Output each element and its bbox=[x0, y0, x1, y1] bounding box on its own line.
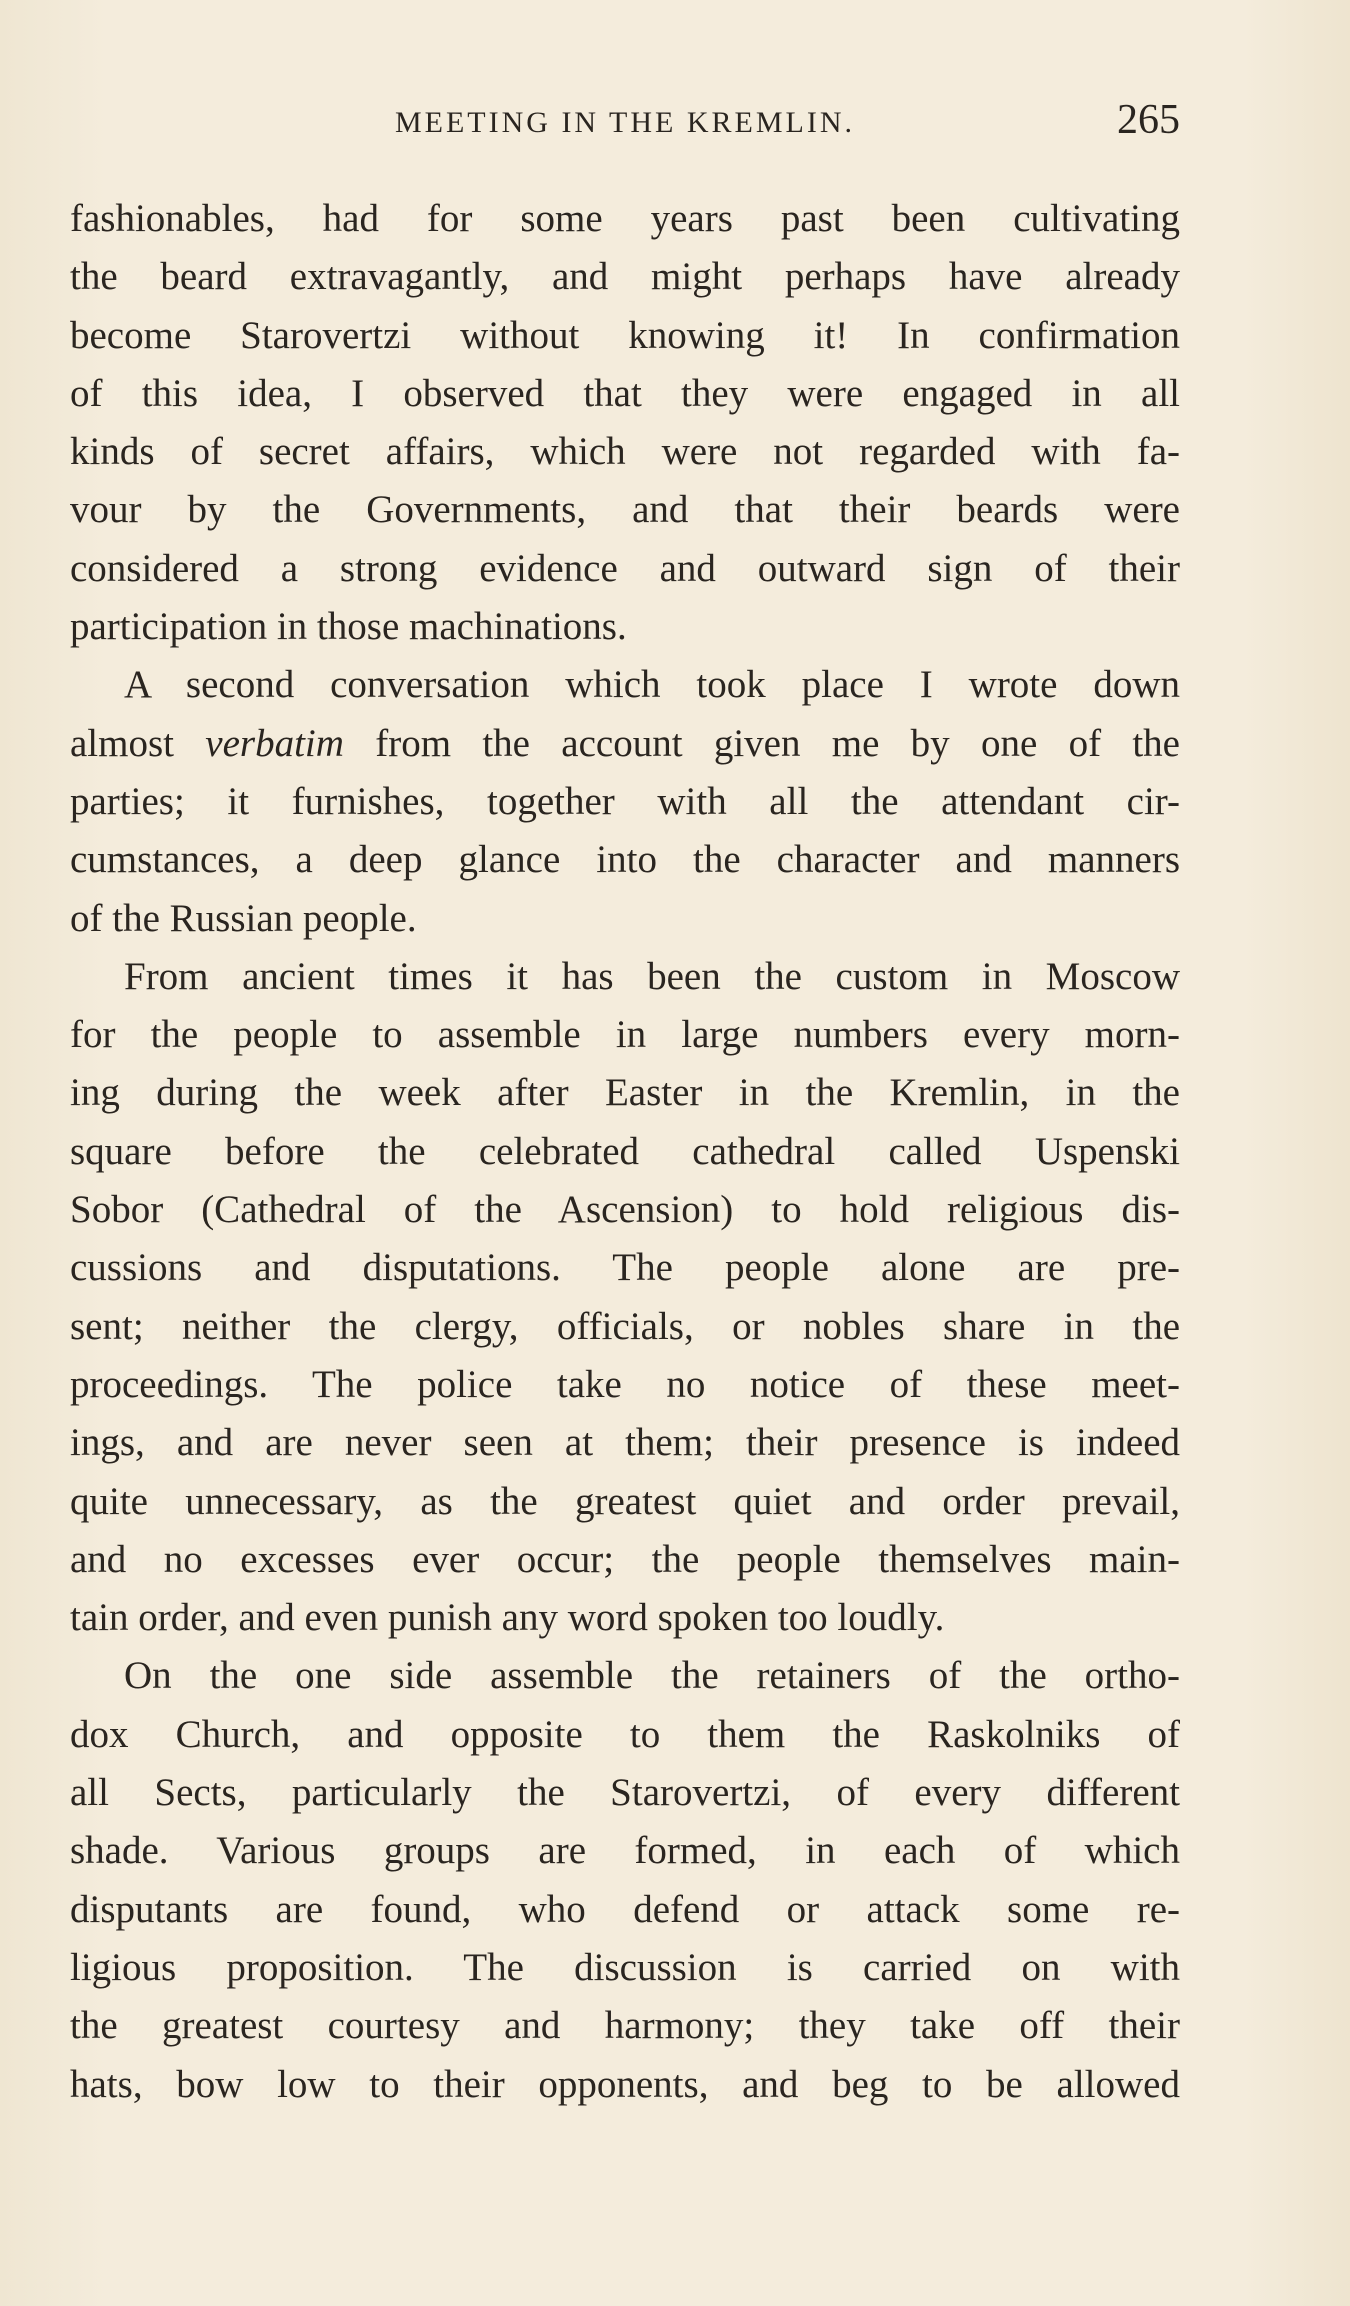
body-text bbox=[70, 190, 1180, 2114]
text-line: all Sects, particularly the Starovertzi, of every different bbox=[70, 1771, 1180, 1815]
text-line: ing during the week after Easter in the Kremlin, in the bbox=[70, 1071, 1180, 1115]
text-line: disputants are found, who defend or attack some re- bbox=[70, 1887, 1180, 1931]
text-line: the beard extravagantly, and might perhaps have already bbox=[70, 255, 1180, 299]
text-line: tain order, and even punish any word spoken too loudly. bbox=[70, 1596, 945, 1640]
text-line: fashionables, had for some years past been cultivating bbox=[70, 197, 1180, 240]
text-line: and no excesses ever occur; the people themselves main- bbox=[70, 1537, 1180, 1581]
text-line: ligious proposition. The discussion is carried on with bbox=[70, 1945, 1180, 1989]
text-line: almost verbatim from the account given me by one of the bbox=[70, 721, 1180, 765]
text-line: of this idea, I observed that they were engaged in all bbox=[70, 371, 1180, 415]
text-line: sent; neither the clergy, officials, or nobles share in the bbox=[70, 1304, 1180, 1348]
text-line: dox Church, and opposite to them the Raskolniks of bbox=[70, 1712, 1180, 1756]
text-line: quite unnecessary, as the greatest quiet and order prevail, bbox=[70, 1479, 1180, 1523]
text-line: parties; it furnishes, together with all the attendant cir- bbox=[70, 779, 1180, 823]
text-line: kinds of secret affairs, which were not regarded with fa- bbox=[70, 430, 1180, 474]
text-line: vour by the Governments, and that their beards were bbox=[70, 488, 1180, 532]
text-line: hats, bow low to their opponents, and beg to be allowed bbox=[70, 2062, 1180, 2106]
text-line: considered a strong evidence and outward sign of their bbox=[70, 546, 1180, 590]
text-line: cumstances, a deep glance into the character and manners bbox=[70, 838, 1180, 882]
page-number: 265 bbox=[1117, 97, 1180, 143]
text-line: cussions and disputations. The people alone are pre- bbox=[70, 1246, 1180, 1290]
text-line: A second conversation which took place I wrote down bbox=[124, 663, 1180, 707]
text-line: the greatest courtesy and harmony; they take off their bbox=[70, 2004, 1180, 2048]
text-line: Sobor (Cathedral of the Ascension) to hold religious dis- bbox=[70, 1188, 1180, 1232]
text-line: shade. Various groups are formed, in each of which bbox=[70, 1829, 1180, 1873]
running-head bbox=[70, 96, 1180, 146]
text-line: proceedings. The police take no notice of these meet- bbox=[70, 1362, 1180, 1406]
text-line: for the people to assemble in large numbers every morn- bbox=[70, 1013, 1180, 1057]
running-title: MEETING IN THE KREMLIN. bbox=[394, 106, 856, 139]
text-line: square before the celebrated cathedral called Uspenski bbox=[70, 1129, 1180, 1173]
text-line: ings, and are never seen at them; their presence is indeed bbox=[70, 1421, 1180, 1465]
text-line: become Starovertzi without knowing it! In confirmation bbox=[70, 313, 1180, 357]
text-line: of the Russian people. bbox=[70, 896, 417, 940]
text-line: From ancient times it has been the custom in Moscow bbox=[124, 954, 1180, 998]
text-line: participation in those machinations. bbox=[70, 605, 627, 649]
text-line: On the one side assemble the retainers of the ortho- bbox=[124, 1654, 1180, 1698]
